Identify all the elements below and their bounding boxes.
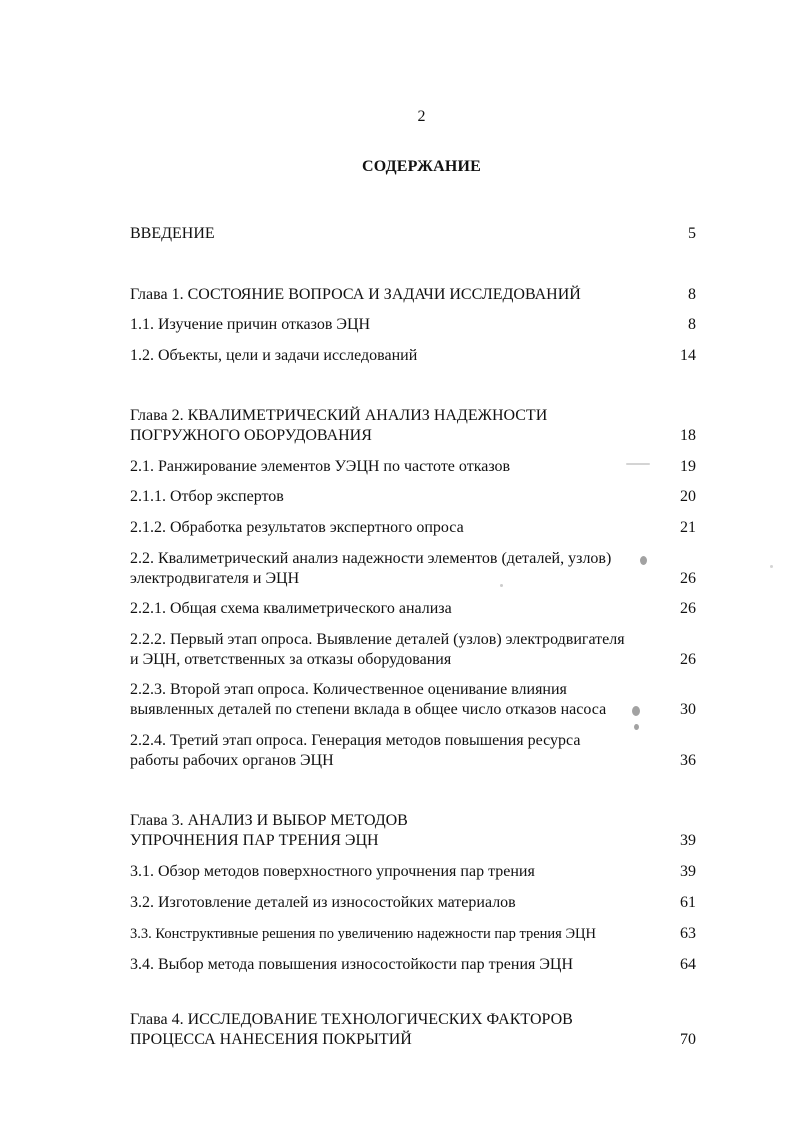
toc-entry-page: 39 [680,832,696,849]
toc-entry-page: 39 [680,863,696,880]
toc-entry [130,406,696,446]
scan-speck [632,706,640,716]
contents-heading: СОДЕРЖАНИЕ [361,158,482,175]
toc-entry [130,346,696,366]
toc-entry-page: 5 [688,225,696,242]
toc-entry-page: 18 [680,427,696,444]
toc-entry-title: ВВЕДЕНИЕ [130,225,215,242]
toc-entry-page: 70 [680,1031,696,1048]
toc-entry-title: 2.2. Квалиметрический анализ надежности элементов (деталей, узлов) электродвигателя и ЭЦН [130,550,612,587]
toc-entry-page: 20 [680,488,696,505]
toc-entry [130,924,696,944]
toc-entry [130,731,696,771]
toc-entry-title: Глава 3. АНАЛИЗ И ВЫБОР МЕТОДОВ УПРОЧНЕНИЯ ПАР ТРЕНИЯ ЭЦН [130,812,408,849]
toc-entry [130,811,696,851]
toc-entry [130,1010,696,1050]
toc-entry-title: 3.2. Изготовление деталей из износостойких материалов [130,894,516,911]
toc-entry-title: 1.2. Объекты, цели и задачи исследований [130,347,418,364]
toc-entry-page: 14 [680,347,696,364]
page-number: 2 [417,108,426,125]
toc-entry-page: 21 [680,519,696,536]
toc-entry-page: 19 [680,458,696,475]
toc-entry [130,487,696,507]
toc-entry-title: 2.1. Ранжирование элементов УЭЦН по частоте отказов [130,458,511,475]
toc-entry-title: 2.2.2. Первый этап опроса. Выявление деталей (узлов) электродвигателя и ЭЦН, ответственных за отказы оборудования [130,631,625,668]
toc-entry [130,224,696,244]
toc-entry-title: 3.4. Выбор метода повышения износостойкости пар трения ЭЦН [130,956,574,973]
toc-entry [130,549,696,589]
toc-entry-page: 8 [688,286,696,303]
toc-entry-page: 64 [680,956,696,973]
toc-entry-page: 26 [680,570,696,587]
toc-entry-title: 2.1.2. Обработка результатов экспертного опроса [130,519,464,536]
toc-entry-title: 3.1. Обзор методов поверхностного упрочнения пар трения [130,863,535,880]
toc-entry [130,862,696,882]
toc-entry [130,599,696,619]
toc-entry-page: 61 [680,894,696,911]
toc-entry [130,680,696,720]
toc-entry-title: 2.2.4. Третий этап опроса. Генерация методов повышения ресурса работы рабочих органов ЭЦН [130,732,581,769]
toc-entry [130,630,696,670]
toc-entry-title: Глава 2. КВАЛИМЕТРИЧЕСКИЙ АНАЛИЗ НАДЕЖНОСТИ ПОГРУЖНОГО ОБОРУДОВАНИЯ [130,407,548,444]
toc-entry-page: 26 [680,651,696,668]
toc-entry [130,315,696,335]
scan-speck [626,463,650,465]
toc-entry-title: Глава 4. ИССЛЕДОВАНИЕ ТЕХНОЛОГИЧЕСКИХ ФАКТОРОВ ПРОЦЕССА НАНЕСЕНИЯ ПОКРЫТИЙ [130,1011,573,1048]
toc-entry-title: 2.2.3. Второй этап опроса. Количественное оценивание влияния выявленных деталей по степени вклада в общее число отказов насоса [130,681,607,718]
toc-entry-title: Глава 1. СОСТОЯНИЕ ВОПРОСА И ЗАДАЧИ ИССЛЕДОВАНИЙ [130,286,581,303]
toc-entry [130,893,696,913]
scan-speck [634,724,639,730]
toc-entry [130,518,696,538]
toc-entry [130,955,696,975]
toc-entry-page: 36 [680,752,696,769]
toc-entry [130,285,696,305]
scan-speck [770,565,773,568]
scan-speck [500,584,503,587]
toc-entry-page: 63 [680,925,696,942]
toc-entry [130,457,696,477]
toc-entry-title: 2.2.1. Общая схема квалиметрического анализа [130,600,452,617]
toc-entry-title: 2.1.1. Отбор экспертов [130,488,284,505]
scan-speck [640,556,647,565]
toc-entry-title: 1.1. Изучение причин отказов ЭЦН [130,316,371,333]
toc-entry-page: 30 [680,701,696,718]
toc-entry-title: 3.3. Конструктивные решения по увеличению надежности пар трения ЭЦН [130,926,596,942]
toc-entry-page: 8 [688,316,696,333]
toc-entry-page: 26 [680,600,696,617]
